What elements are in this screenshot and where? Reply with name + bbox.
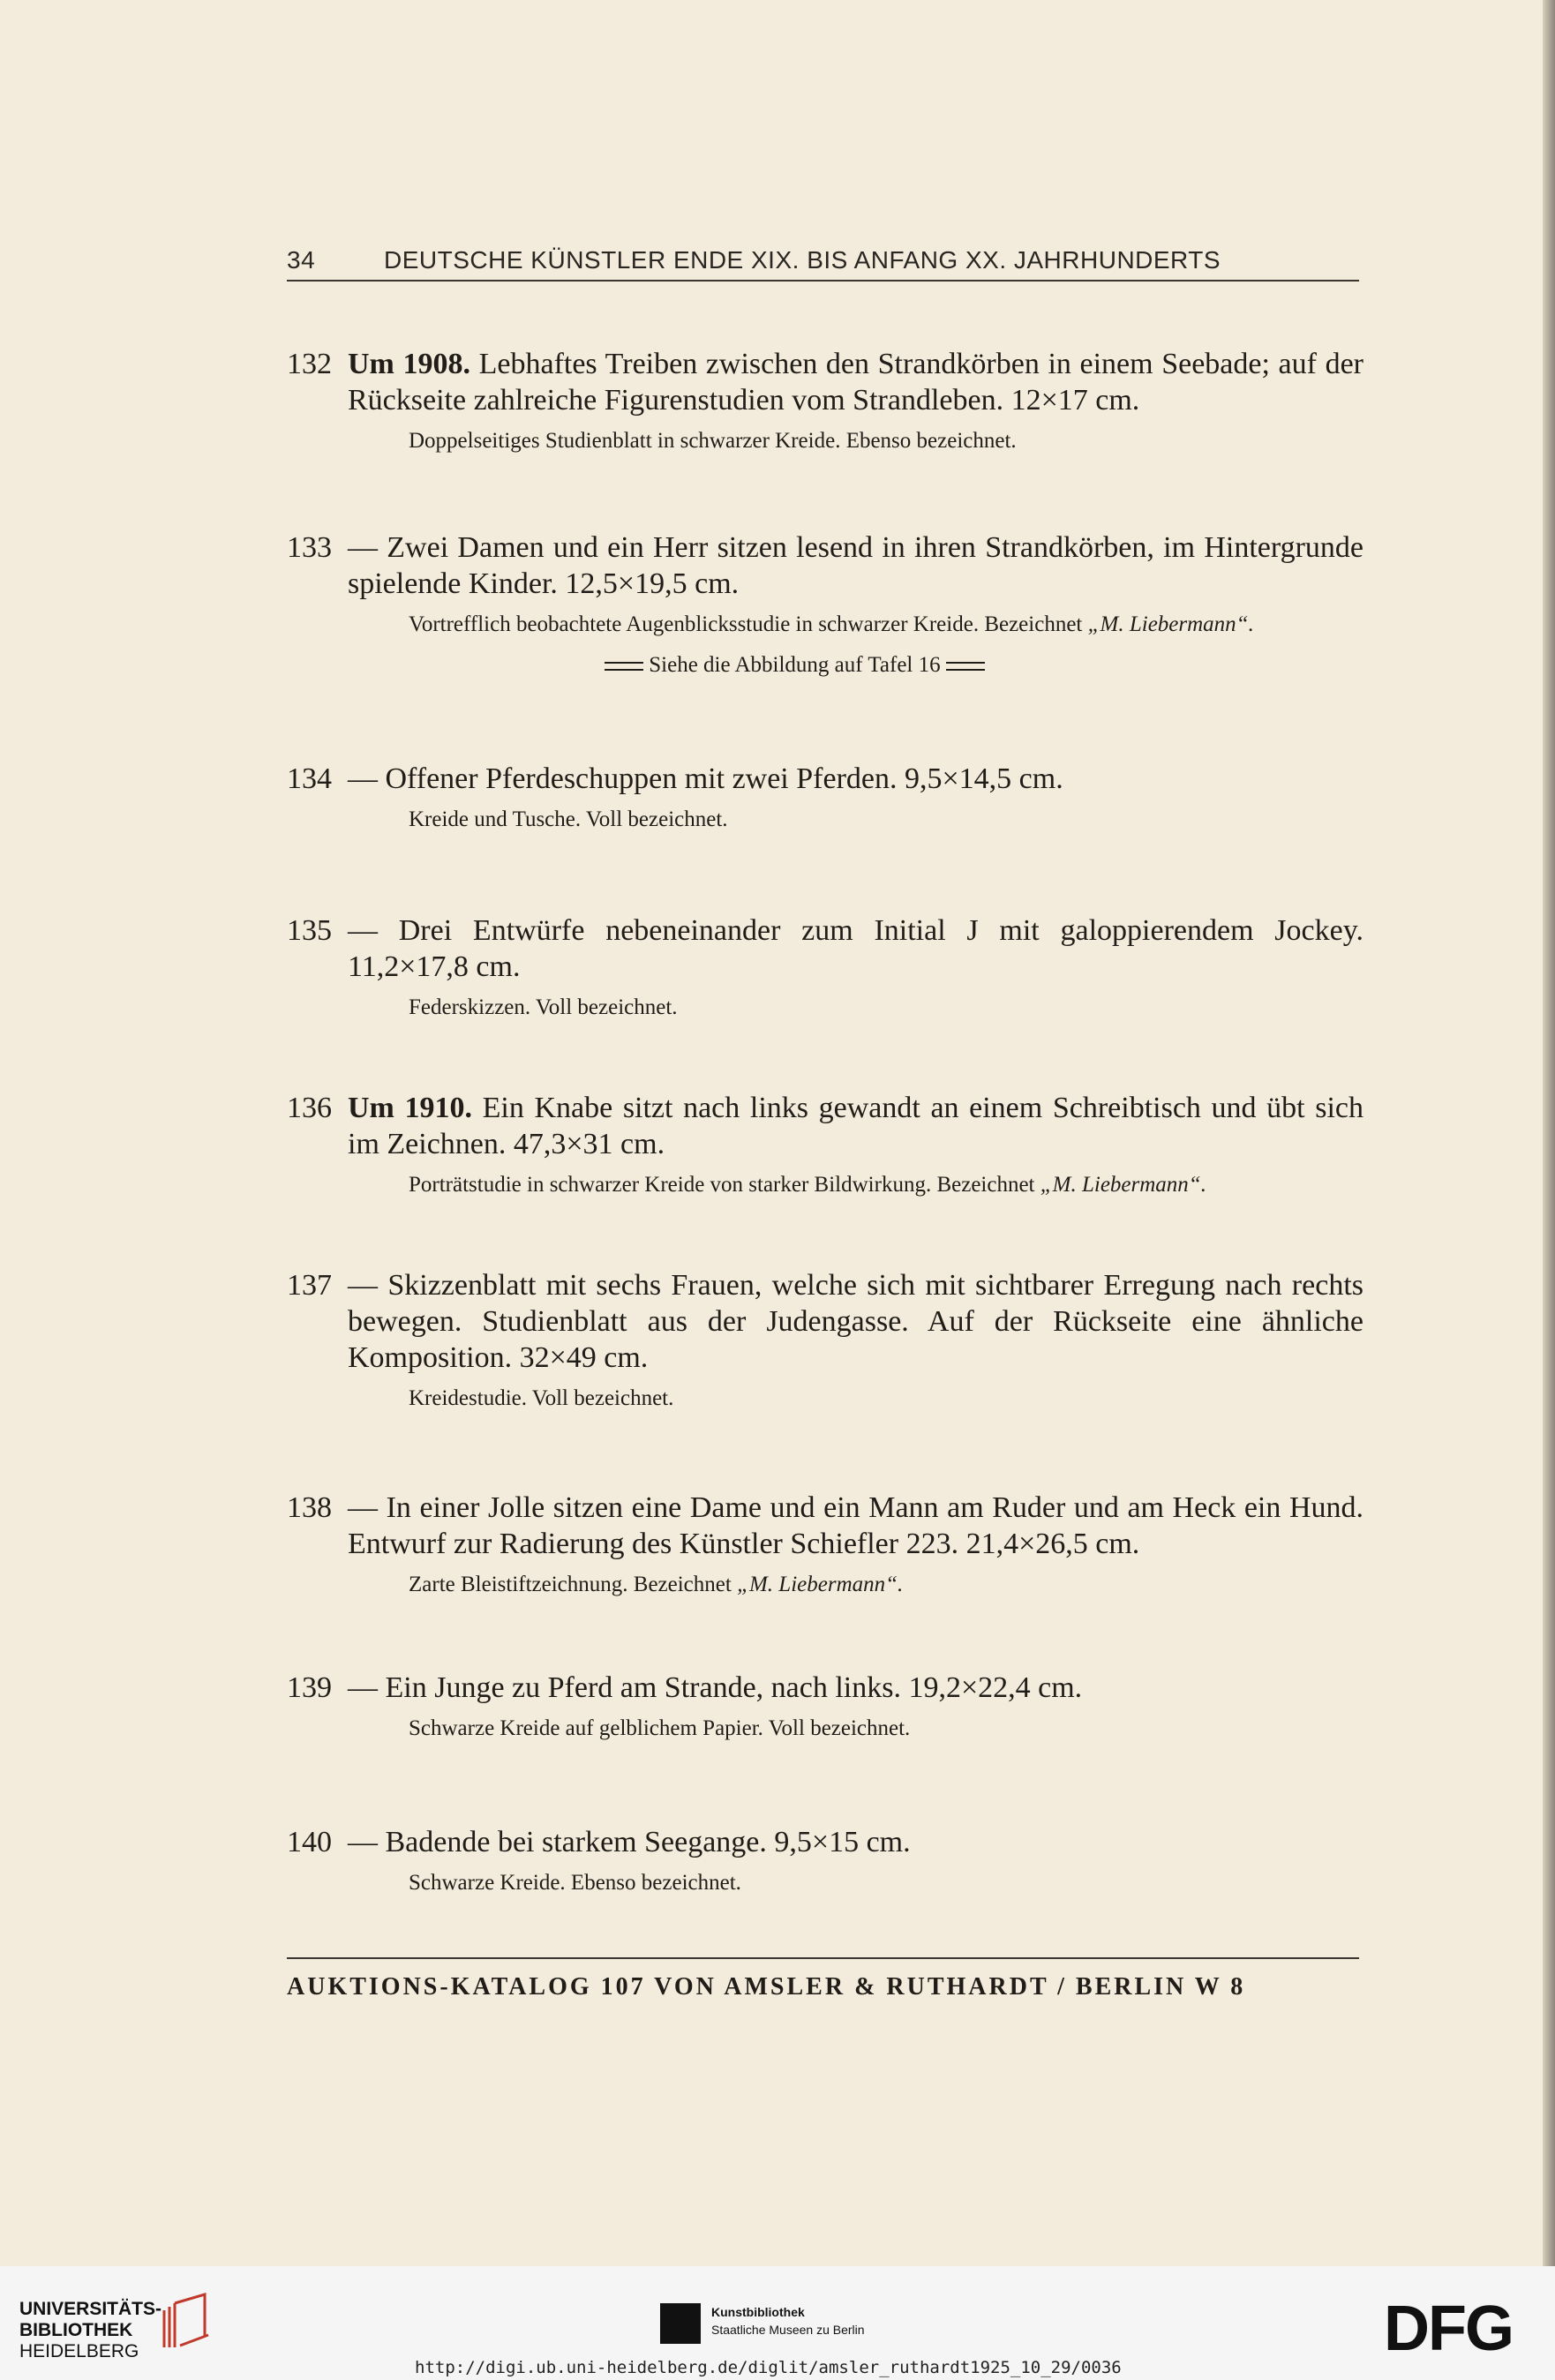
catalog-entry-139 xyxy=(287,1670,1363,1743)
entry-note xyxy=(409,1171,1363,1199)
catalog-entry-135 xyxy=(287,912,1363,1022)
catalog-entry-138 xyxy=(287,1490,1363,1599)
entry-number: 140 xyxy=(287,1826,332,1858)
dfg-logo: DFG xyxy=(1384,2294,1513,2364)
uni-line-1: UNIVERSITÄTS- xyxy=(19,2299,162,2319)
catalog-entry-140 xyxy=(287,1824,1363,1897)
note-text: Kreide und Tusche. Voll bezeichnet. xyxy=(409,807,728,831)
entry-note xyxy=(409,806,1363,834)
catalog-entry-132 xyxy=(287,346,1363,455)
entry-number: 139 xyxy=(287,1671,332,1704)
note-text: Porträtstudie in schwarzer Kreide von starker Bildwirkung. Bezeichnet xyxy=(409,1173,1040,1197)
entry-description: — Zwei Damen und ein Herr sitzen lesend in ihren Strandkörben, im Hintergrunde spielende Kinder. 12,5×19,5 cm. xyxy=(348,531,1363,600)
entry-number: 133 xyxy=(287,531,332,564)
university-logo-icon xyxy=(159,2293,215,2351)
note-text: Zarte Bleistiftzeichnung. Bezeichnet xyxy=(409,1573,738,1596)
double-rule xyxy=(946,662,985,671)
page-edge xyxy=(1543,0,1555,2266)
note-text: Federskizzen. Voll bezeichnet. xyxy=(409,995,678,1019)
note-text: Vortrefflich beobachtete Augenblicksstudie in schwarzer Kreide. Bezeichnet xyxy=(409,612,1088,636)
note-text: Schwarze Kreide auf gelblichem Papier. Voll bezeichnet. xyxy=(409,1716,911,1740)
permalink[interactable]: http://digi.ub.uni-heidelberg.de/diglit/amsler_ruthardt1925_10_29/0036 xyxy=(415,2358,1122,2377)
signature-text: „M. Liebermann“. xyxy=(1040,1173,1206,1197)
entry-number: 132 xyxy=(287,348,332,380)
catalog-footer: AUKTIONS-KATALOG 107 VON AMSLER & RUTHARDT / BERLIN W 8 xyxy=(287,1957,1359,2001)
entry-note xyxy=(409,1385,1363,1413)
note-text: Schwarze Kreide. Ebenso bezeichnet. xyxy=(409,1871,741,1895)
entry-number: 135 xyxy=(287,914,332,947)
entry-date: Um 1910. xyxy=(348,1092,472,1124)
note-text: Doppelseitiges Studienblatt in schwarzer Kreide. Ebenso bezeichnet. xyxy=(409,429,1017,453)
university-library-label xyxy=(19,2299,162,2362)
digitization-bar xyxy=(0,2266,1555,2380)
kb-title: Kunstbibliothek xyxy=(711,2305,805,2319)
catalog-entry-133 xyxy=(287,529,1363,679)
entry-note xyxy=(409,427,1363,455)
kb-subtitle: Staatliche Museen zu Berlin xyxy=(711,2323,865,2337)
reference-text: Siehe die Abbildung auf Tafel 16 xyxy=(649,653,941,677)
entry-note xyxy=(409,611,1363,639)
entry-description: — Skizzenblatt mit sechs Frauen, welche sich mit sichtbarer Erregung nach rechts bewegen. Studienblatt aus der Judengasse. Auf der Rückseite eine ähnliche Komposition. 32×49 cm. xyxy=(348,1269,1363,1374)
entry-note xyxy=(409,994,1363,1022)
double-rule xyxy=(605,662,643,671)
entry-note xyxy=(409,1571,1363,1599)
entry-number: 134 xyxy=(287,762,332,795)
entry-description: — Ein Junge zu Pferd am Strande, nach links. 19,2×22,4 cm. xyxy=(348,1671,1083,1704)
entry-note xyxy=(409,1715,1363,1743)
kunstbibliothek-label xyxy=(711,2303,865,2339)
note-text: Kreidestudie. Voll bezeichnet. xyxy=(409,1386,674,1410)
catalog-entry-136 xyxy=(287,1090,1363,1199)
signature-text: „M. Liebermann“. xyxy=(1087,612,1254,636)
entry-note xyxy=(409,1869,1363,1897)
entry-date: Um 1908. xyxy=(348,348,470,380)
page-number: 34 xyxy=(287,246,316,274)
entry-description: Ein Knabe sitzt nach links gewandt an einem Schreibtisch und übt sich im Zeichnen. 47,3×31 cm. xyxy=(348,1092,1363,1160)
running-title: DEUTSCHE KÜNSTLER ENDE XIX. BIS ANFANG XX. JAHRHUNDERTS xyxy=(384,246,1221,274)
plate-reference xyxy=(605,651,1363,679)
entry-description: Lebhaftes Treiben zwischen den Strandkörben in einem Seebade; auf der Rückseite zahlreiche Figurenstudien vom Strandleben. 12×17 cm. xyxy=(348,348,1363,417)
kunstbibliothek-logo-icon xyxy=(660,2303,701,2344)
entry-number: 137 xyxy=(287,1269,332,1302)
entry-description: — Badende bei starkem Seegange. 9,5×15 cm. xyxy=(348,1826,911,1858)
entry-number: 136 xyxy=(287,1092,332,1124)
catalog-entry-134 xyxy=(287,761,1363,834)
uni-line-2: BIBLIOTHEK xyxy=(19,2320,133,2340)
entry-description: — In einer Jolle sitzen eine Dame und ein Mann am Ruder und am Heck ein Hund. Entwurf zur Radierung des Künstler Schiefler 223. 21,4×26,5 cm. xyxy=(348,1491,1363,1560)
catalog-entry-137 xyxy=(287,1267,1363,1413)
entry-number: 138 xyxy=(287,1491,332,1524)
running-header xyxy=(287,246,1359,282)
uni-line-3: HEIDELBERG xyxy=(19,2341,139,2361)
entry-description: — Offener Pferdeschuppen mit zwei Pferden. 9,5×14,5 cm. xyxy=(348,762,1063,795)
entry-description: — Drei Entwürfe nebeneinander zum Initial J mit galoppierendem Jockey. 11,2×17,8 cm. xyxy=(348,914,1363,983)
signature-text: „M. Liebermann“. xyxy=(737,1573,904,1596)
